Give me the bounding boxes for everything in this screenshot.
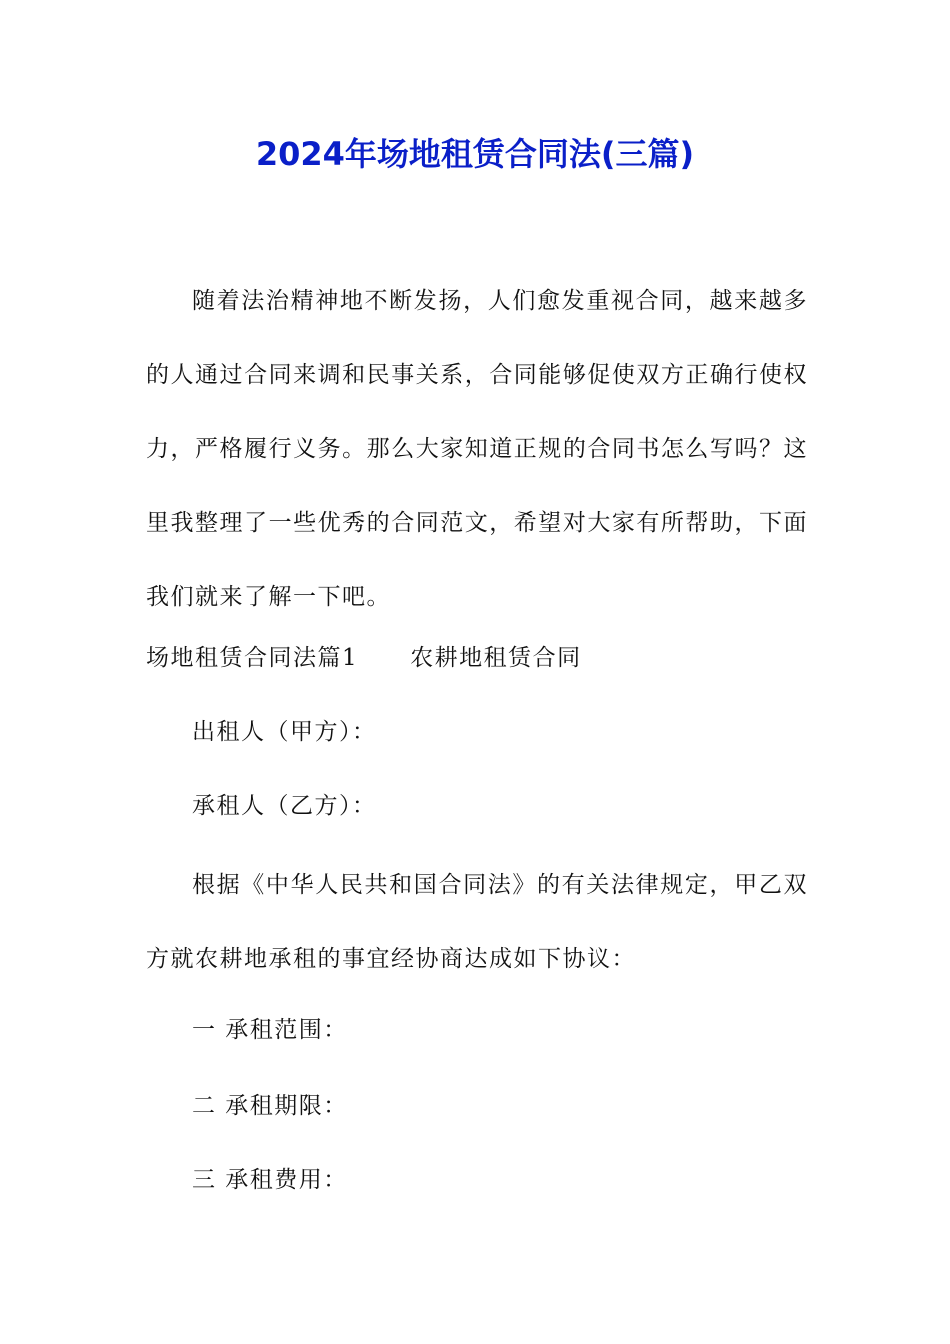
- clause-term: 二 承租期限：: [192, 1093, 348, 1119]
- lessee-line: 承租人（乙方）：: [192, 793, 377, 819]
- intro-paragraph: 随着法治精神地不断发扬，人们愈发重视合同，越来越多的人通过合同来调和民事关系，合同能够促使双方正确行使权力，严格履行义务。那么大家知道正规的合同书怎么写吗？这里我整理了一些优秀的合同范文，希望对大家有所帮助，下面我们就来了解一下吧。: [146, 288, 808, 610]
- lessor-line: 出租人（甲方）：: [192, 719, 377, 745]
- section-title: 农耕地租赁合同: [410, 645, 582, 671]
- basis-paragraph: 根据《中华人民共和国合同法》的有关法律规定，甲乙双方就农耕地承租的事宜经协商达成如下协议：: [146, 872, 808, 972]
- clause-scope: 一 承租范围：: [192, 1017, 348, 1043]
- section-heading: [146, 638, 808, 678]
- clause-fee: 三 承租费用：: [192, 1167, 348, 1193]
- section-label: 场地租赁合同法篇1: [146, 645, 359, 671]
- document-title: 2024年场地租赁合同法(三篇): [255, 135, 695, 173]
